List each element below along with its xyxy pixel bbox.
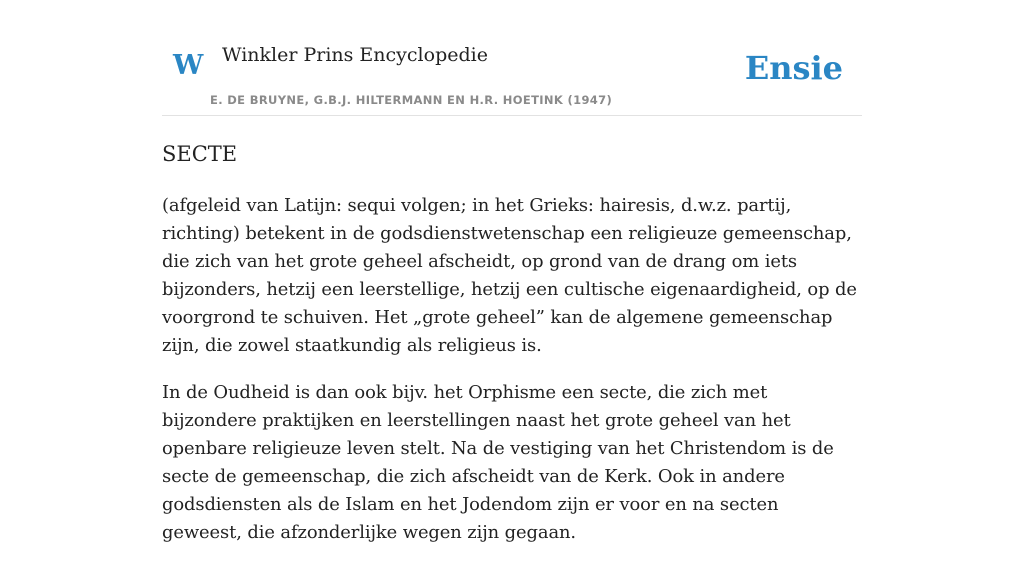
- encyclopedia-authors: E. DE BRUYNE, G.B.J. HILTERMANN EN H.R. HOETINK (1947): [210, 93, 613, 107]
- article-body: [162, 192, 862, 566]
- article-title: SECTE: [162, 142, 238, 166]
- encyclopedia-header: [162, 30, 862, 116]
- winkler-prins-logo[interactable]: W: [173, 50, 204, 81]
- article-paragraph: (afgeleid van Latijn: sequi volgen; in het Grieks: hairesis, d.w.z. partij, richting) betekent in de godsdienstwetenschap een religieuze gemeenschap, die zich van het grote geheel afscheidt, op grond van de drang om iets bijzonders, hetzij een leerstellige, hetzij een cultische eigenaardigheid, op de voorgrond te schuiven. Het „grote geheel” kan de algemene gemeenschap zijn, die zowel staatkundig als religieus is.: [162, 195, 857, 356]
- ensie-logo-link[interactable]: Ensie: [744, 49, 843, 87]
- encyclopedia-title: Winkler Prins Encyclopedie: [222, 44, 488, 66]
- article-paragraph: In de Oudheid is dan ook bijv. het Orphisme een secte, die zich met bijzondere praktijken en leerstellingen naast het grote geheel van het openbare religieuze leven stelt. Na de vestiging van het Christendom is de secte de gemeenschap, die zich afscheidt van de Kerk. Ook in andere godsdiensten als de Islam en het Jodendom zijn er voor en na secten geweest, die afzonderlijke wegen zijn gegaan.: [162, 382, 834, 543]
